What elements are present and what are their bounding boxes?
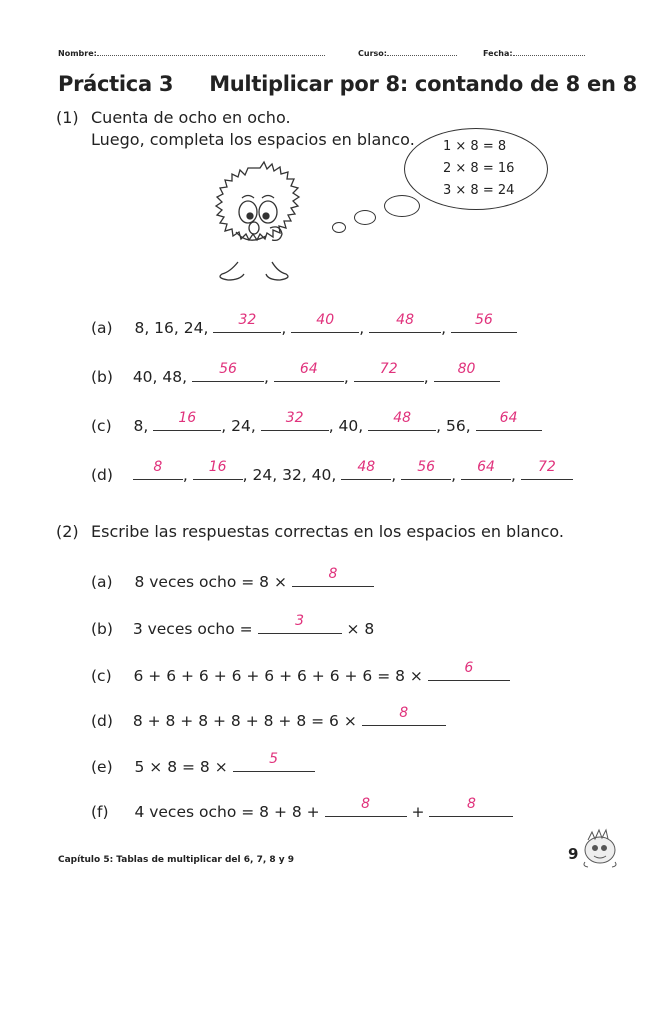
row-1c-part-3: 40, [338, 417, 364, 435]
blank-1b-3[interactable]: 72 [354, 365, 424, 382]
row-1d-middle: 24, 32, 40, [252, 466, 337, 484]
nombre-dots [97, 47, 325, 56]
row-1a: (a) 8, 16, 24, 32 , 40 , 48 , 56 [91, 316, 517, 337]
item-2f-label: (f) [91, 803, 109, 821]
item-2e-label: (e) [91, 758, 113, 776]
blank-1a-1[interactable]: 32 [213, 316, 281, 333]
row-1d: (d) 8 , 16 , 24, 32, 40, 48 , 56 , 64 , 72 [91, 463, 573, 484]
blank-1c-4[interactable]: 64 [476, 414, 542, 431]
blank-2f-2[interactable]: 8 [429, 800, 513, 817]
fecha-label: Fecha: [483, 49, 513, 58]
nombre-label: Nombre: [58, 49, 97, 58]
item-2c-label: (c) [91, 667, 112, 685]
section1-number: (1) [56, 108, 79, 127]
blank-2b[interactable]: 3 [258, 617, 342, 634]
blank-2f-1[interactable]: 8 [325, 800, 407, 817]
blank-1a-2[interactable]: 40 [291, 316, 359, 333]
item-2a-text: 8 veces ocho = 8 × [134, 573, 287, 591]
blank-1c-3[interactable]: 48 [368, 414, 436, 431]
curso-label: Curso: [358, 49, 387, 58]
item-2d-label: (d) [91, 712, 113, 730]
item-2f-plus: + [411, 803, 425, 821]
thought-dot-large [384, 195, 420, 217]
row-1b-prefix: 40, 48, [132, 368, 188, 386]
blank-2a[interactable]: 8 [292, 570, 374, 587]
blank-1b-1[interactable]: 56 [192, 365, 264, 382]
row-1b-label: (b) [91, 368, 113, 386]
chapter-footer: Capítulo 5: Tablas de multiplicar del 6, 7, 8 y 9 [58, 855, 295, 865]
practice-topic: Multiplicar por 8: contando de 8 en 8 [209, 72, 637, 96]
fecha-field [483, 47, 585, 58]
section1-instruction-1: Cuenta de ocho en ocho. [91, 108, 291, 127]
page-number: 9 [568, 845, 579, 863]
blank-1a-4[interactable]: 56 [451, 316, 517, 333]
fuzzy-monster-icon [190, 160, 330, 295]
blank-1b-4[interactable]: 80 [434, 365, 500, 382]
blank-1d-1[interactable]: 8 [133, 463, 183, 480]
item-2f-text: 4 veces ocho = 8 + 8 + [134, 803, 320, 821]
row-1a-label: (a) [91, 319, 113, 337]
blank-2c[interactable]: 6 [428, 664, 510, 681]
blank-1d-2[interactable]: 16 [193, 463, 243, 480]
item-2b-text: 3 veces ocho = [132, 620, 253, 638]
page-title [58, 72, 637, 96]
item-2f [91, 796, 513, 821]
thought-dot-small [332, 222, 346, 233]
blank-1d-6[interactable]: 72 [521, 463, 573, 480]
item-2b [91, 613, 375, 638]
row-1b: (b) 40, 48, 56 , 64 , 72 , 80 [91, 365, 500, 386]
practice-number: Práctica 3 [58, 72, 174, 96]
row-1c-part-1: 8, [133, 417, 149, 435]
row-1c-label: (c) [91, 417, 112, 435]
blank-1c-2[interactable]: 32 [261, 414, 329, 431]
row-1c-part-4: 56, [446, 417, 471, 435]
bubble-line-2: 2 × 8 = 16 [443, 161, 515, 176]
item-2a [91, 566, 374, 591]
section1-instruction-2: Luego, completa los espacios en blanco. [91, 130, 415, 149]
fecha-dots [513, 47, 585, 56]
blank-1d-5[interactable]: 64 [461, 463, 511, 480]
row-1a-prefix: 8, 16, 24, [134, 319, 209, 337]
bubble-line-3: 3 × 8 = 24 [443, 183, 515, 198]
section2-instruction: Escribe las respuestas correctas en los espacios en blanco. [91, 522, 564, 541]
item-2b-label: (b) [91, 620, 113, 638]
blank-2e[interactable]: 5 [233, 755, 315, 772]
row-1c: (c) 8, 16 , 24, 32 , 40, 48 , 56, 64 [91, 414, 542, 435]
row-1d-label: (d) [91, 466, 113, 484]
blank-1d-3[interactable]: 48 [341, 463, 391, 480]
item-2e-text: 5 × 8 = 8 × [134, 758, 228, 776]
item-2d-text: 8 + 8 + 8 + 8 + 8 + 8 = 6 × [132, 712, 357, 730]
bird-mascot-icon [580, 826, 620, 868]
curso-field [358, 47, 457, 58]
item-2e [91, 751, 315, 776]
blank-1a-3[interactable]: 48 [369, 316, 441, 333]
thought-dot-medium [354, 210, 376, 225]
blank-1d-4[interactable]: 56 [401, 463, 451, 480]
section2-number: (2) [56, 522, 79, 541]
bubble-line-1: 1 × 8 = 8 [443, 139, 507, 154]
item-2c-text: 6 + 6 + 6 + 6 + 6 + 6 + 6 + 6 = 8 × [133, 667, 423, 685]
item-2a-label: (a) [91, 573, 113, 591]
item-2c [91, 660, 510, 685]
blank-2d[interactable]: 8 [362, 709, 446, 726]
blank-1c-1[interactable]: 16 [153, 414, 221, 431]
blank-1b-2[interactable]: 64 [274, 365, 344, 382]
nombre-field [58, 47, 325, 58]
curso-dots [387, 47, 457, 56]
item-2b-suffix: × 8 [346, 620, 375, 638]
row-1c-part-2: 24, [231, 417, 256, 435]
item-2d [91, 705, 446, 730]
